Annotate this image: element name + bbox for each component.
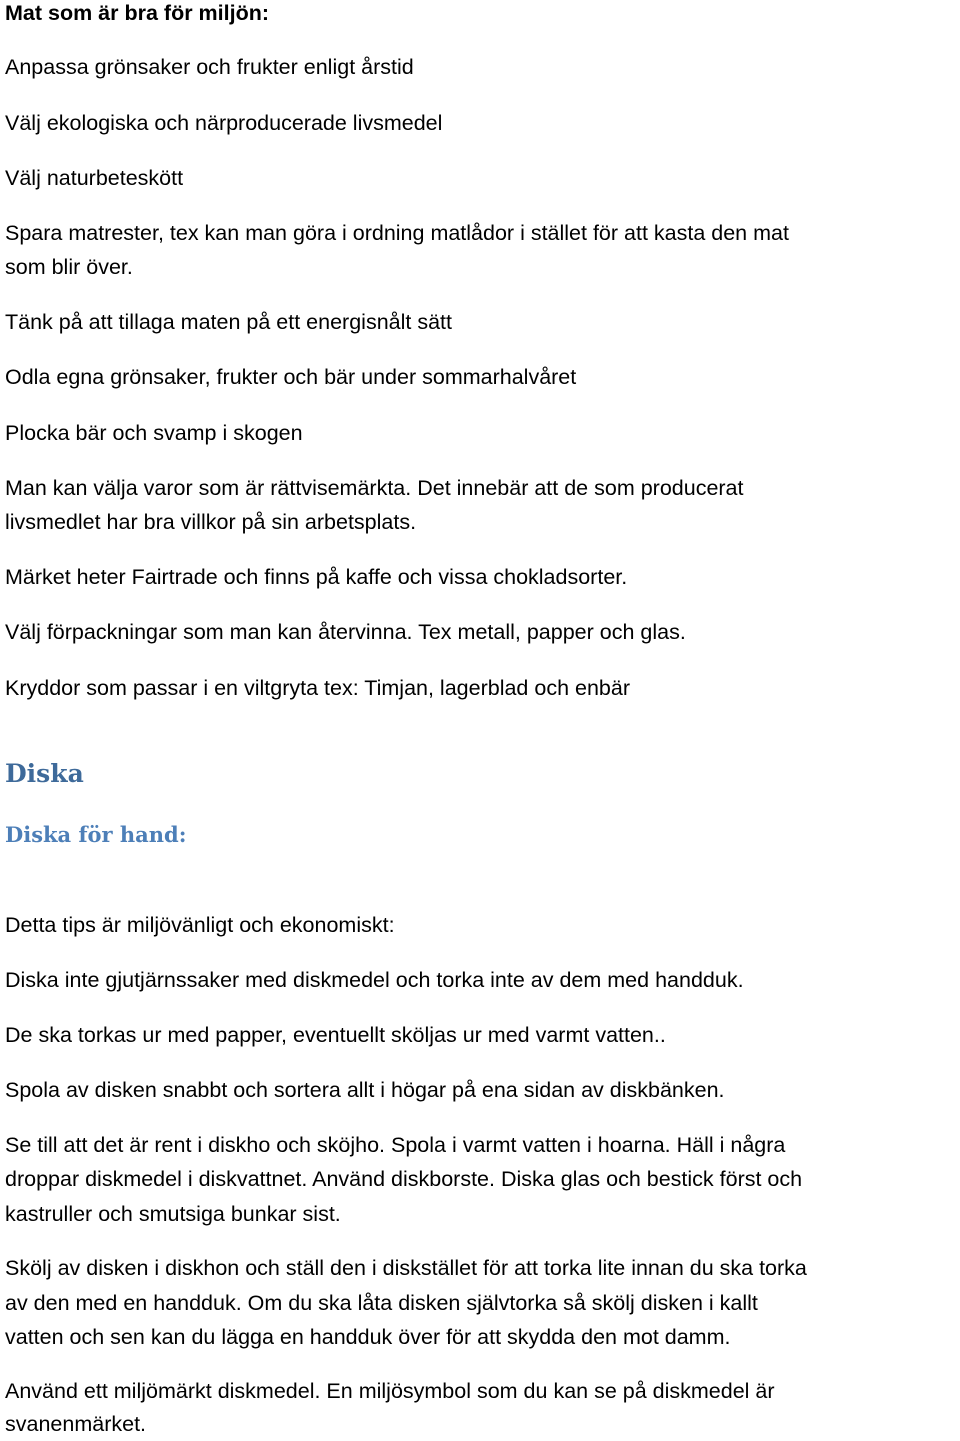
text-line: Diska inte gjutjärnssaker med diskmedel och torka inte av dem med handduk. bbox=[5, 968, 744, 992]
text-line: svanenmärket. bbox=[5, 1412, 147, 1436]
text-line: Märket heter Fairtrade och finns på kaffe och vissa chokladsorter. bbox=[5, 565, 628, 589]
section-title: Mat som är bra för miljön: bbox=[5, 1, 270, 25]
text-line: Se till att det är rent i diskho och sköjho. Spola i varmt vatten i hoarna. Häll i några bbox=[5, 1133, 786, 1157]
text-line: Välj ekologiska och närproducerade livsmedel bbox=[5, 111, 443, 135]
text-line: som blir över. bbox=[5, 255, 133, 279]
text-line: droppar diskmedel i diskvattnet. Använd diskborste. Diska glas och bestick först och bbox=[5, 1167, 803, 1191]
text-line: Odla egna grönsaker, frukter och bär under sommarhalvåret bbox=[5, 365, 577, 389]
text-line: Välj naturbeteskött bbox=[5, 166, 184, 190]
text-line: Anpassa grönsaker och frukter enligt årstid bbox=[5, 55, 414, 79]
subheading-diska-for-hand: Diska för hand: bbox=[5, 822, 187, 847]
heading-diska: Diska bbox=[5, 759, 84, 788]
text-line: Tänk på att tillaga maten på ett energisnålt sätt bbox=[5, 310, 452, 334]
text-line: livsmedlet har bra villkor på sin arbetsplats. bbox=[5, 510, 417, 534]
text-line: Plocka bär och svamp i skogen bbox=[5, 421, 303, 445]
text-line: Spara matrester, tex kan man göra i ordning matlådor i stället för att kasta den mat bbox=[5, 221, 789, 245]
text-line: vatten och sen kan du lägga en handduk över för att skydda den mot damm. bbox=[5, 1325, 731, 1349]
text-line: Kryddor som passar i en viltgryta tex: Timjan, lagerblad och enbär bbox=[5, 676, 630, 700]
text-line: Spola av disken snabbt och sortera allt i högar på ena sidan av diskbänken. bbox=[5, 1078, 725, 1102]
text-line: kastruller och smutsiga bunkar sist. bbox=[5, 1202, 341, 1226]
text-line: Detta tips är miljövänligt och ekonomiskt: bbox=[5, 913, 395, 937]
text-line: Använd ett miljömärkt diskmedel. En miljösymbol som du kan se på diskmedel är bbox=[5, 1379, 775, 1403]
text-line: Man kan välja varor som är rättvisemärkta. Det innebär att de som producerat bbox=[5, 476, 744, 500]
text-line: Skölj av disken i diskhon och ställ den i diskstället för att torka lite innan du ska torka bbox=[5, 1256, 807, 1280]
text-line: av den med en handduk. Om du ska låta disken självtorka så skölj disken i kallt bbox=[5, 1291, 758, 1315]
text-line: De ska torkas ur med papper, eventuellt sköljas ur med varmt vatten.. bbox=[5, 1023, 666, 1047]
text-line: Välj förpackningar som man kan återvinna. Tex metall, papper och glas. bbox=[5, 620, 686, 644]
